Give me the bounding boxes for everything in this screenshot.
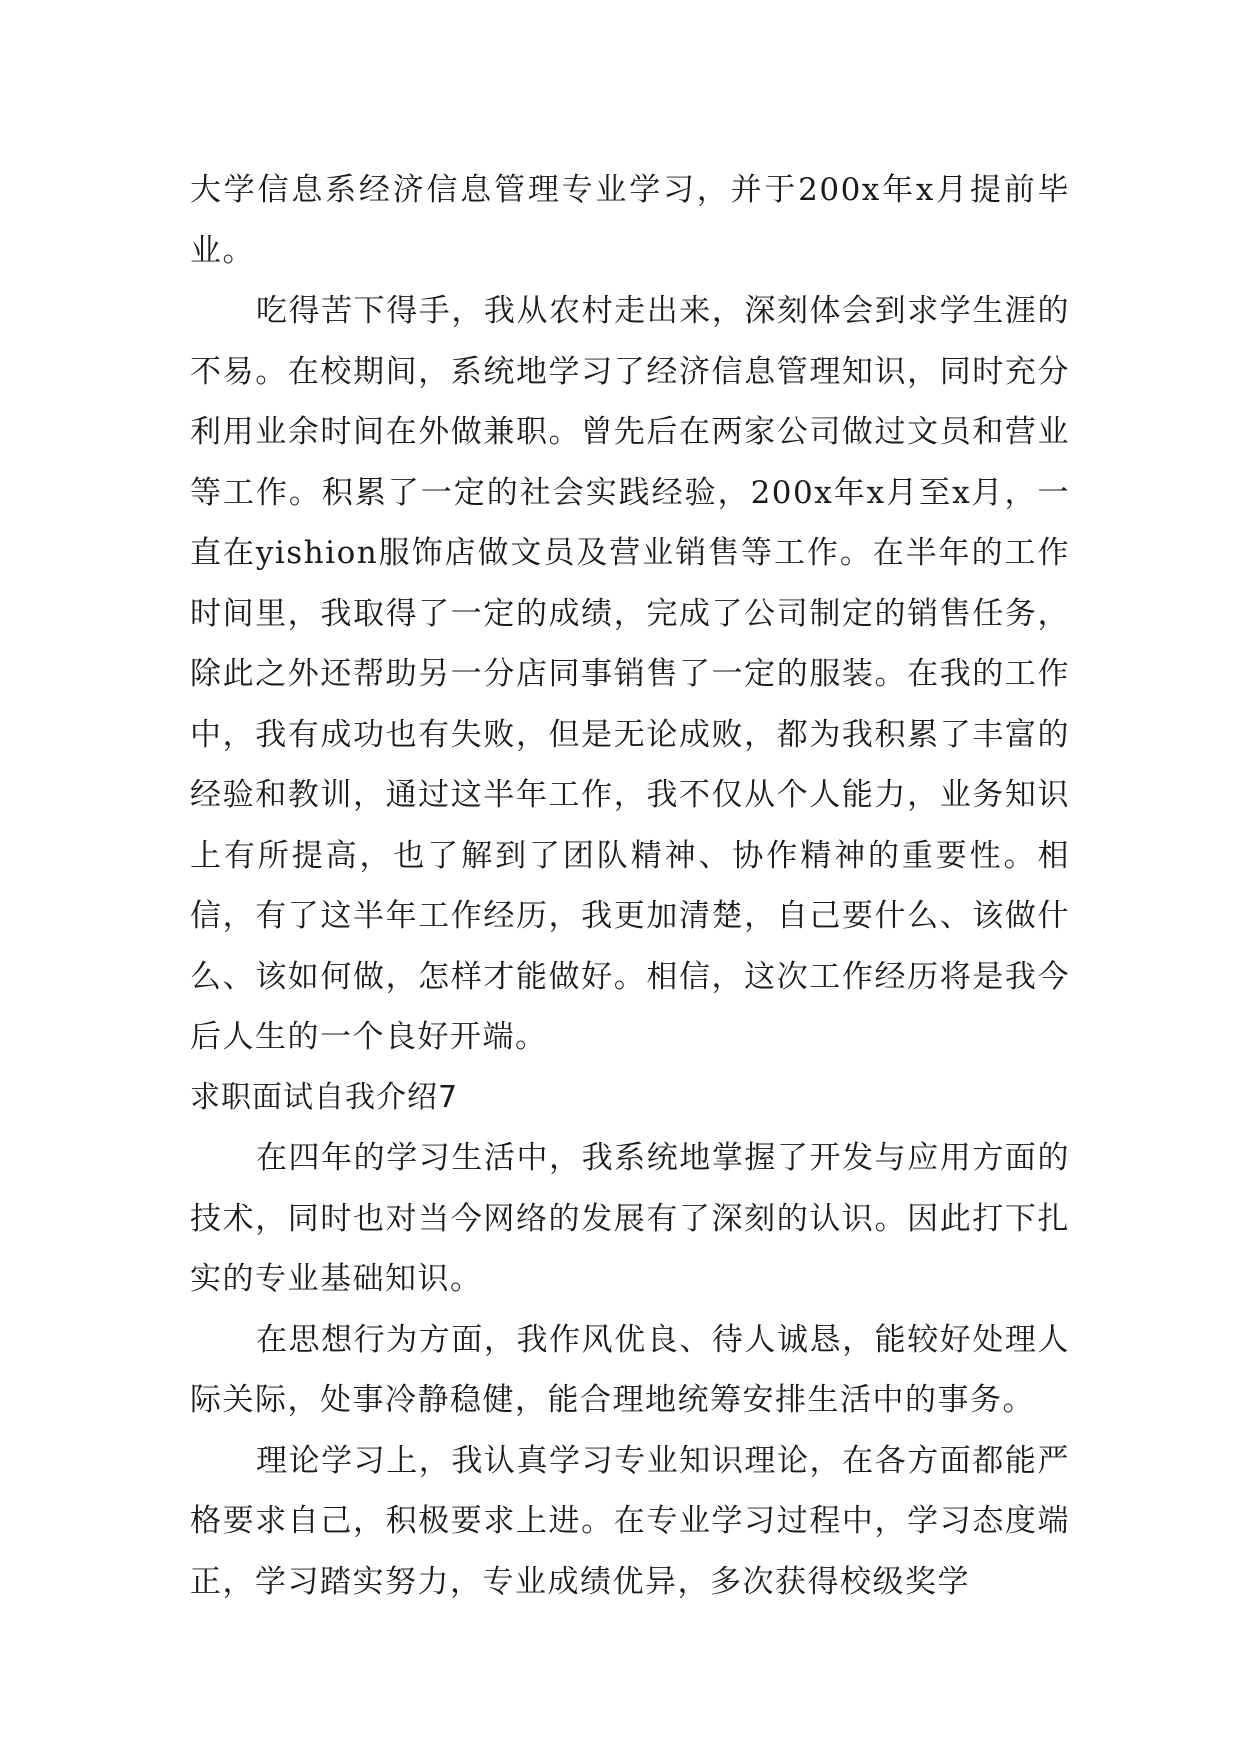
paragraph-2: 吃得苦下得手，我从农村走出来，深刻体会到求学生涯的不易。在校期间，系统地学习了经济信息管理知识，同时充分利用业余时间在外做兼职。曾先后在两家公司做过文员和营业等工作。积累了一定的社会实践经验，200x年x月至x月，一直在yishion服饰店做文员及营业销售等工作。在半年的工作时间里，我取得了一定的成绩，完成了公司制定的销售任务，除此之外还帮助另一分店同事销售了一定的服装。在我的工作中，我有成功也有失败，但是无论成败，都为我积累了丰富的经验和教训，通过这半年工作，我不仅从个人能力，业务知识上有所提高，也了解到了团队精神、协作精神的重要性。相信，有了这半年工作经历，我更加清楚，自己要什么、该做什么、该如何做，怎样才能做好。相信，这次工作经历将是我今后人生的一个良好开端。 (190, 293, 1070, 1055)
paragraph-1: 大学信息系经济信息管理专业学习，并于200x年x月提前毕业。 (190, 172, 1070, 269)
paragraph-3: 在四年的学习生活中，我系统地掌握了开发与应用方面的技术，同时也对当今网络的发展有了深刻的认识。因此打下扎实的专业基础知识。 (190, 1140, 1070, 1297)
document-body (190, 160, 1070, 1612)
paragraph-4: 在思想行为方面，我作风优良、待人诚恳，能较好处理人际关际，处事冷静稳健，能合理地统筹安排生活中的事务。 (190, 1321, 1070, 1418)
section-heading: 求职面试自我介绍7 (190, 1079, 459, 1115)
paragraph-5: 理论学习上，我认真学习专业知识理论，在各方面都能严格要求自己，积极要求上进。在专业学习过程中，学习态度端正，学习踏实努力，专业成绩优异，多次获得校级奖学 (190, 1442, 1070, 1600)
